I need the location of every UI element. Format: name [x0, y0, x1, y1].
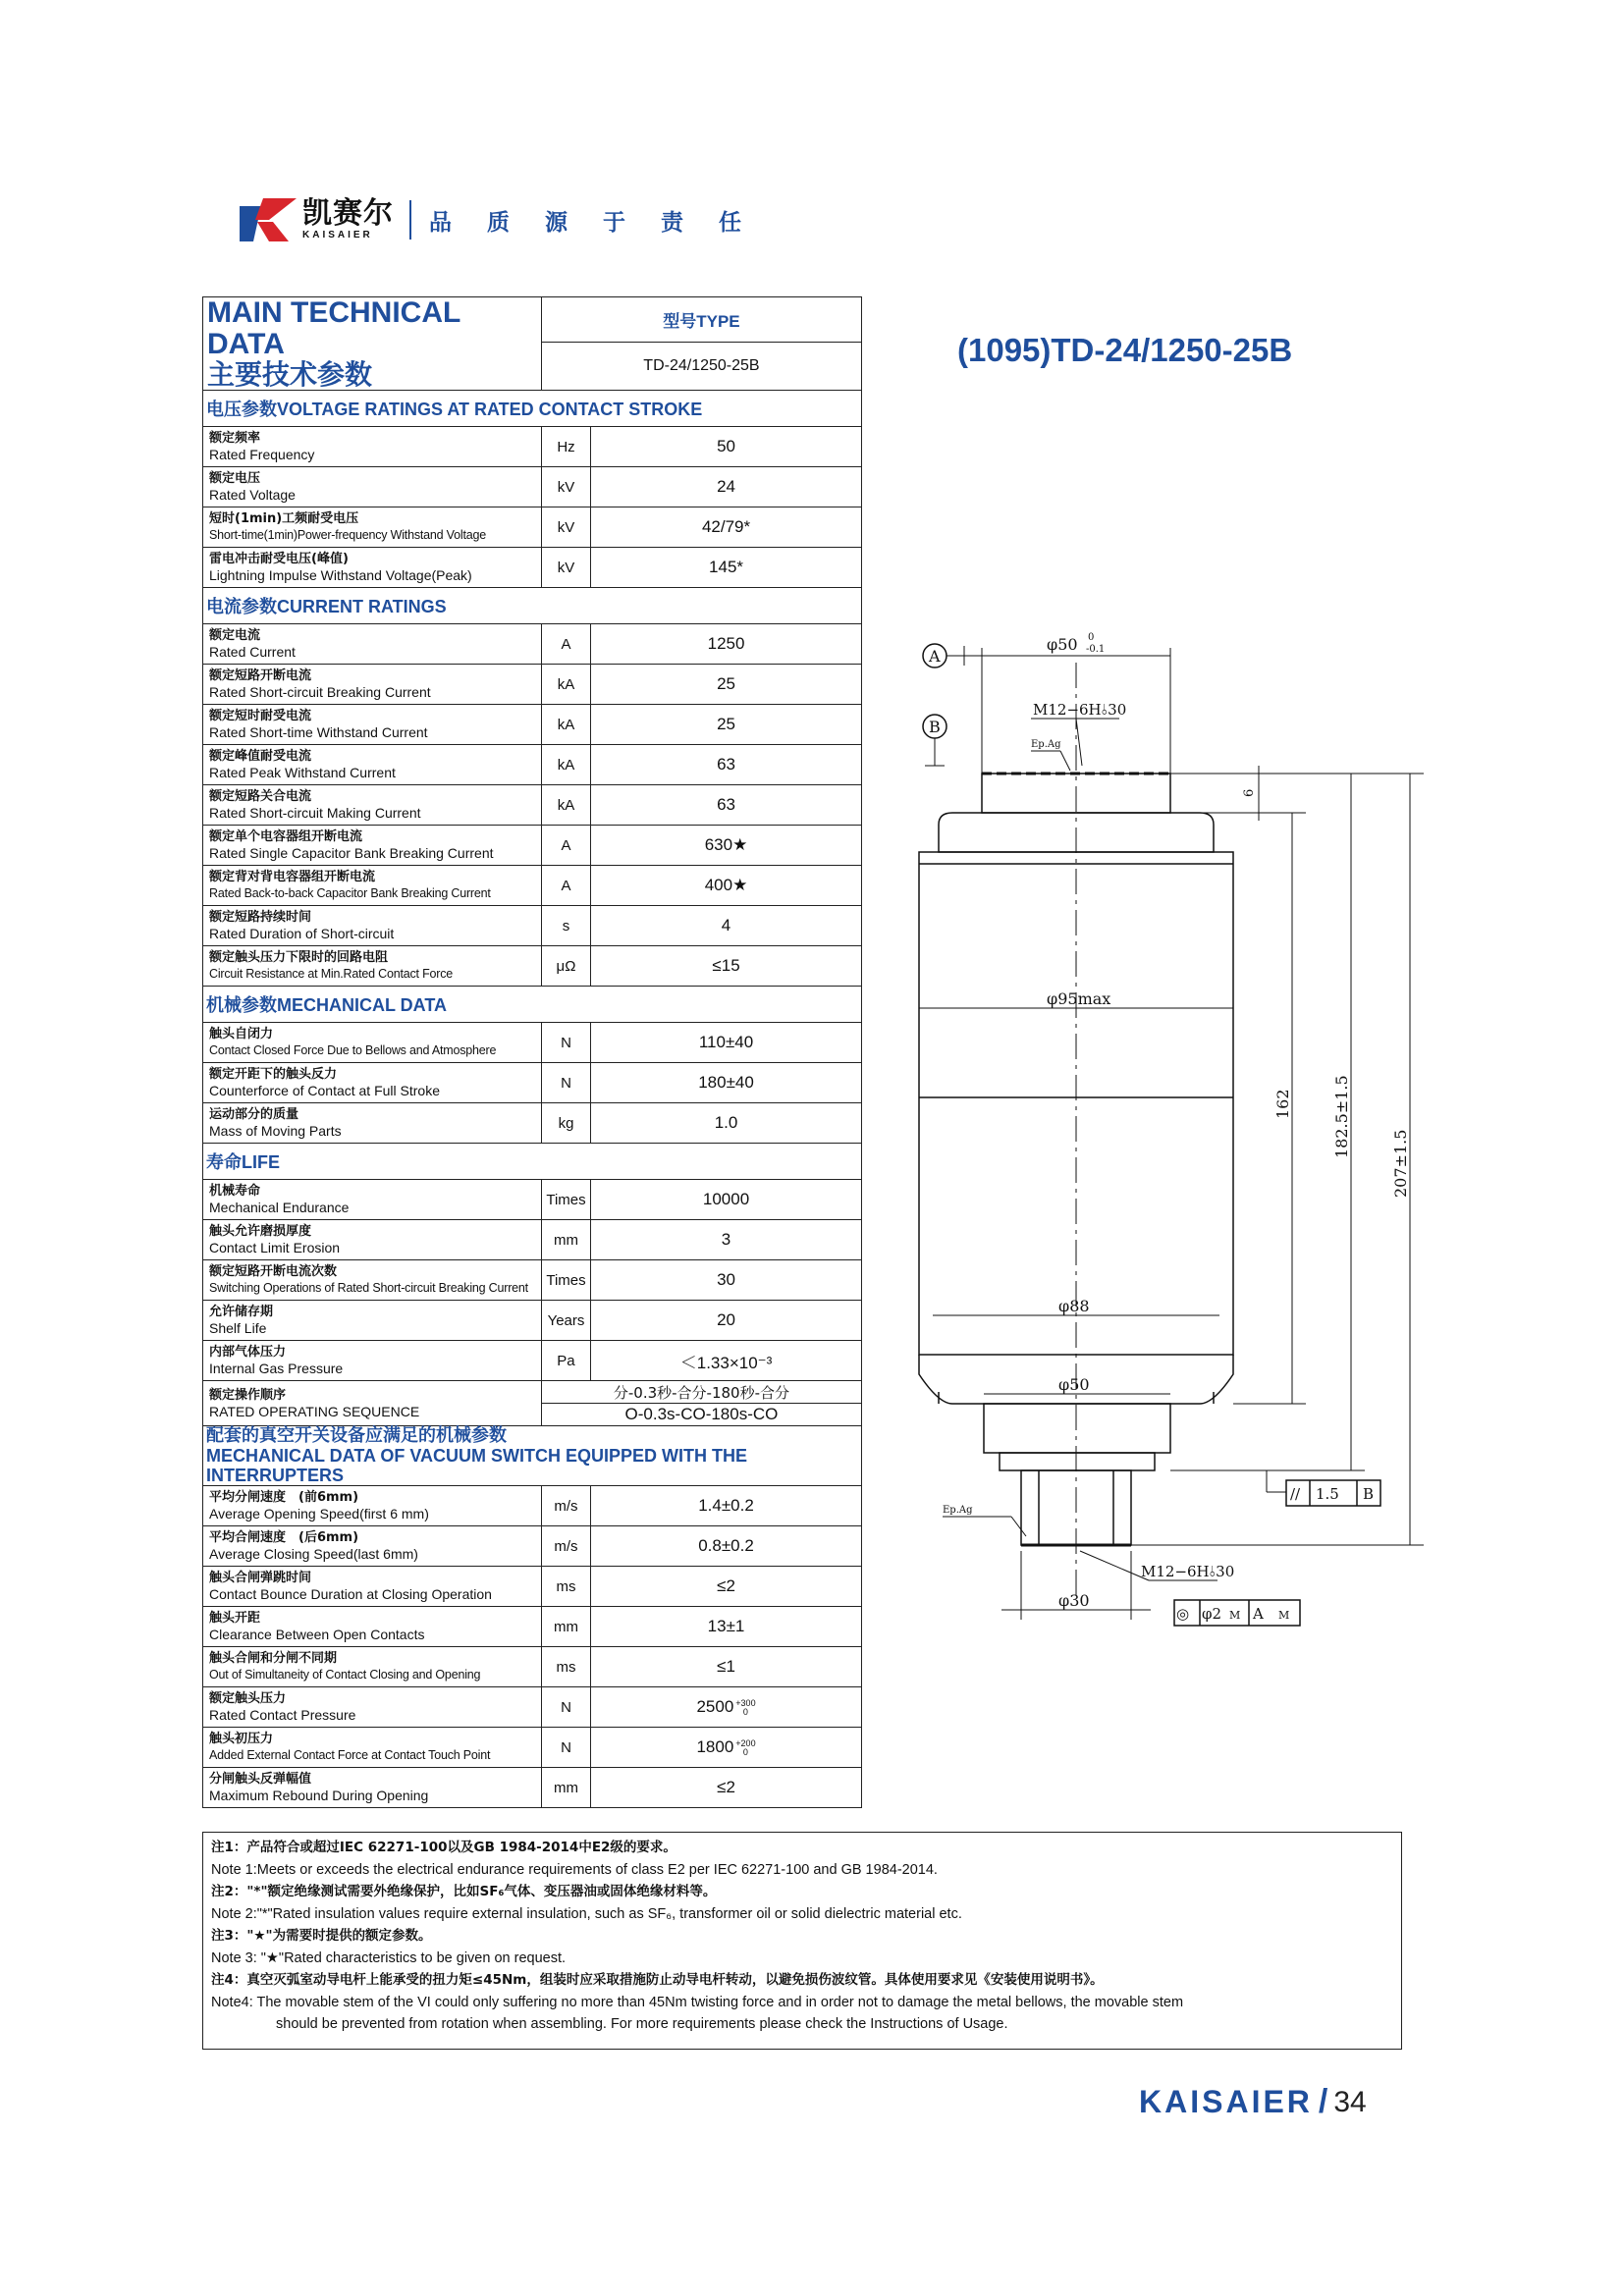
param-name-en: Clearance Between Open Contacts: [209, 1627, 425, 1642]
table-row: [203, 1301, 862, 1341]
section-switch: [203, 1426, 862, 1486]
param-name: [203, 1728, 542, 1768]
section-mechanical: [203, 987, 862, 1023]
dim-top-diameter: φ50: [1047, 635, 1078, 654]
section-heading: [203, 1426, 862, 1486]
param-name: [203, 906, 542, 946]
header-divider: [409, 200, 411, 240]
datum-b-label: B: [929, 718, 941, 736]
param-value-text: 180±40: [698, 1073, 754, 1092]
param-value: [591, 1486, 862, 1526]
param-value: [591, 906, 862, 946]
param-unit: m/s: [541, 1486, 590, 1526]
section-heading-cn: 机械参数: [206, 995, 277, 1016]
param-name-cn: 短时(1min)工频耐受电压: [209, 511, 359, 526]
table-row: [203, 1607, 862, 1647]
param-value: [591, 1567, 862, 1607]
table-row: [203, 1341, 862, 1381]
param-name-en: Lightning Impulse Withstand Voltage(Peak): [209, 567, 472, 583]
param-value-text: 50: [717, 437, 735, 455]
table-row-sequence: [203, 1381, 862, 1404]
section-heading: [203, 588, 862, 624]
tolerance-upper: +300: [735, 1697, 756, 1708]
plating-bottom: Ep.Ag: [943, 1505, 973, 1516]
param-value: [591, 548, 862, 588]
param-name: [203, 1567, 542, 1607]
param-value: [591, 826, 862, 866]
param-value: [591, 467, 862, 507]
param-value-text: 0.8±0.2: [698, 1536, 754, 1555]
param-name-cn: 允许储存期: [209, 1305, 274, 1319]
param-name: [203, 946, 542, 987]
param-name-cn: 额定短路关合电流: [209, 789, 312, 804]
type-value: TD-24/1250-25B: [541, 343, 861, 391]
param-name-cn: 额定频率: [209, 431, 261, 446]
title-en: MAIN TECHNICAL DATA: [207, 296, 460, 360]
param-unit: N: [541, 1063, 590, 1103]
concentric-value: φ2: [1202, 1605, 1222, 1623]
param-value: [591, 1607, 862, 1647]
table-row: [203, 1180, 862, 1220]
note-line: 注4：真空灭弧室动导电杆上能承受的扭力矩≤45Nm，组装时应采取措施防止动导电杆转动，以避免损伤波纹管。具体使用要求见《安装使用说明书》。: [211, 1972, 1104, 1988]
section-heading-cn: 配套的真空开关设备应满足的机械参数: [206, 1425, 507, 1446]
thread-top: M12−6H⫰30: [1033, 701, 1127, 719]
param-unit: kA: [541, 665, 590, 705]
param-value: [591, 1341, 862, 1381]
param-name-cn: 触头自闭力: [209, 1027, 274, 1041]
param-name: [203, 785, 542, 826]
param-name: [203, 1687, 542, 1728]
param-name-en: Switching Operations of Rated Short-circuit Breaking Current: [209, 1281, 528, 1295]
param-name-en: Maximum Rebound During Opening: [209, 1788, 429, 1803]
param-name-en: RATED OPERATING SEQUENCE: [209, 1403, 420, 1419]
company-name-cn: 凯赛尔: [302, 196, 394, 231]
param-name-en: Rated Voltage: [209, 487, 296, 503]
param-value: [591, 1063, 862, 1103]
param-value-text: 1.4±0.2: [698, 1496, 754, 1515]
dim-162: 162: [1273, 1089, 1292, 1119]
dim-30: φ30: [1058, 1591, 1090, 1610]
table-row: [203, 548, 862, 588]
type-header: 型号TYPE: [541, 297, 861, 343]
page-header: [240, 196, 755, 243]
param-unit: mm: [541, 1607, 590, 1647]
param-value-text: 110±40: [698, 1033, 754, 1051]
param-value-text: ≤1: [717, 1657, 735, 1676]
param-name-en: Shelf Life: [209, 1320, 267, 1336]
param-unit: Times: [541, 1260, 590, 1301]
param-value-text: ≤15: [712, 956, 740, 975]
param-name-en: Rated Short-circuit Making Current: [209, 805, 421, 821]
tolerance-lower: 0: [742, 1746, 748, 1757]
concentric-ref: A: [1253, 1605, 1264, 1623]
parallel-symbol: //: [1290, 1485, 1301, 1503]
param-value-text: ＜1.33×10⁻³: [679, 1353, 773, 1372]
param-value-text: 30: [717, 1270, 735, 1289]
footer-slash: /: [1318, 2083, 1328, 2120]
dim-88: φ88: [1058, 1297, 1090, 1315]
param-name-en: Mass of Moving Parts: [209, 1123, 342, 1139]
param-value: [591, 665, 862, 705]
section-heading-en: CURRENT RATINGS: [277, 597, 447, 616]
notes-box: [202, 1832, 1402, 2050]
note-line: 注3："★"为需要时提供的额定参数。: [211, 1928, 432, 1944]
section-voltage: [203, 391, 862, 427]
section-heading-en: VOLTAGE RATINGS AT RATED CONTACT STROKE: [277, 400, 703, 419]
param-value: [591, 1526, 862, 1567]
param-name: [203, 507, 542, 548]
param-unit: kV: [541, 507, 590, 548]
dim-50-bottom: φ50: [1058, 1375, 1090, 1394]
section-heading-cn: 电流参数: [206, 597, 277, 617]
table-row: [203, 906, 862, 946]
param-value-text: 630★: [704, 835, 748, 854]
section-heading: [203, 987, 862, 1023]
param-name-cn: 额定峰值耐受电流: [209, 749, 312, 764]
param-unit: kA: [541, 705, 590, 745]
dim-body-diameter: φ95max: [1047, 989, 1111, 1008]
param-name-cn: 额定短路开断电流: [209, 668, 312, 683]
tolerance: [735, 1739, 755, 1757]
param-unit: ms: [541, 1647, 590, 1687]
param-name-cn: 分闸触头反弹幅值: [209, 1772, 312, 1787]
param-value: [591, 785, 862, 826]
param-value-text: 42/79*: [701, 517, 751, 536]
param-name: [203, 826, 542, 866]
param-name-en: Mechanical Endurance: [209, 1200, 350, 1215]
section-heading-en: MECHANICAL DATA OF VACUUM SWITCH EQUIPPED WITH THE INTERRUPTERS: [206, 1446, 747, 1485]
param-name-en: Rated Back-to-back Capacitor Bank Breaking Current: [209, 886, 491, 900]
note-line: Note 1:Meets or exceeds the electrical endurance requirements of class E2 per IEC 62271-100 and GB 1984-2014.: [211, 1861, 938, 1878]
param-name-en: Rated Short-time Withstand Current: [209, 724, 428, 740]
param-unit: A: [541, 624, 590, 665]
table-row: [203, 1687, 862, 1728]
param-name-cn: 额定短路开断电流次数: [209, 1264, 338, 1279]
title-cn: 主要技术参数: [207, 358, 373, 391]
table-row: [203, 826, 862, 866]
param-unit: kV: [541, 548, 590, 588]
param-name: [203, 427, 542, 467]
datum-a-label: A: [929, 647, 941, 666]
param-name-cn: 额定短时耐受电流: [209, 709, 312, 723]
param-name-cn: 内部气体压力: [209, 1345, 287, 1360]
table-row: [203, 1220, 862, 1260]
section-life: [203, 1144, 862, 1180]
param-name-cn: 平均合闸速度 (后6mm): [209, 1530, 359, 1545]
table-row: [203, 1526, 862, 1567]
table-row: [203, 1728, 862, 1768]
param-unit: mm: [541, 1768, 590, 1808]
table-row: [203, 1486, 862, 1526]
param-name-en: Rated Current: [209, 644, 296, 660]
table-row: [203, 745, 862, 785]
param-value-text: 145*: [709, 558, 744, 576]
table-row: [203, 946, 862, 987]
param-value: [591, 1647, 862, 1687]
thread-bottom: M12−6H⫰30: [1141, 1563, 1235, 1580]
param-name-cn: 额定触头压力下限时的回路电阻: [209, 950, 389, 965]
param-name-en: Circuit Resistance at Min.Rated Contact Force: [209, 967, 454, 981]
param-value: [591, 1687, 862, 1728]
param-name-cn: 额定背对背电容器组开断电流: [209, 870, 376, 884]
table-row: [203, 866, 862, 906]
param-value: [591, 866, 862, 906]
param-value-text: 25: [717, 715, 735, 733]
param-unit: μΩ: [541, 946, 590, 987]
table-row: [203, 507, 862, 548]
slogan: 品 质 源 于 责 任: [429, 209, 756, 236]
param-unit: mm: [541, 1220, 590, 1260]
param-name: [203, 1486, 542, 1526]
param-value: [591, 946, 862, 987]
param-name: [203, 1647, 542, 1687]
param-unit: kg: [541, 1103, 590, 1144]
param-name-en: Rated Contact Pressure: [209, 1707, 356, 1723]
param-name: [203, 665, 542, 705]
tolerance: [735, 1699, 755, 1717]
param-name-en: Internal Gas Pressure: [209, 1361, 344, 1376]
param-unit: Pa: [541, 1341, 590, 1381]
table-row: [203, 1768, 862, 1808]
page-number: 34: [1333, 2085, 1367, 2118]
param-value-text: 24: [717, 477, 735, 496]
param-name-en: Rated Duration of Short-circuit: [209, 926, 395, 941]
param-unit: N: [541, 1687, 590, 1728]
param-name: [203, 1526, 542, 1567]
param-name: [203, 1301, 542, 1341]
table-row: [203, 665, 862, 705]
sequence-value-en: O-0.3s-CO-180s-CO: [541, 1404, 861, 1426]
table-row: [203, 1023, 862, 1063]
param-name-en: Short-time(1min)Power-frequency Withstand Voltage: [209, 528, 486, 542]
param-name-cn: 触头允许磨损厚度: [209, 1224, 312, 1239]
param-name-cn: 雷电冲击耐受电压(峰值): [209, 552, 349, 566]
param-value: [591, 745, 862, 785]
concentric-mod-1: M: [1229, 1609, 1241, 1622]
sequence-value-cn: 分-0.3秒-合分-180秒-合分: [541, 1381, 861, 1404]
param-value: [591, 1260, 862, 1301]
section-heading-en: MECHANICAL DATA: [277, 995, 447, 1015]
param-unit: ms: [541, 1567, 590, 1607]
section-heading-cn: 电压参数: [206, 400, 277, 420]
company-name: [302, 196, 394, 240]
param-name-en: Average Opening Speed(first 6 mm): [209, 1506, 429, 1522]
param-name: [203, 548, 542, 588]
section-heading: [203, 391, 862, 427]
param-name: [203, 1607, 542, 1647]
param-name-cn: 额定触头压力: [209, 1691, 287, 1706]
param-unit: Times: [541, 1180, 590, 1220]
param-name-cn: 额定开距下的触头反力: [209, 1067, 338, 1082]
param-name-en: Contact Limit Erosion: [209, 1240, 341, 1255]
param-value-text: 400★: [704, 876, 748, 894]
param-name-en: Added External Contact Force at Contact Touch Point: [209, 1748, 491, 1762]
param-value-text: 2500: [696, 1697, 734, 1716]
param-name: [203, 1063, 542, 1103]
table-row: [203, 624, 862, 665]
param-value: [591, 427, 862, 467]
parallel-value: 1.5: [1316, 1485, 1339, 1503]
param-name-en: Counterforce of Contact at Full Stroke: [209, 1083, 440, 1098]
param-value: [591, 1728, 862, 1768]
concentric-mod-2: M: [1278, 1609, 1290, 1622]
param-value-text: 25: [717, 674, 735, 693]
table-row: [203, 467, 862, 507]
param-unit: kV: [541, 467, 590, 507]
dim-top-tol-up: 0: [1088, 632, 1095, 643]
concentric-symbol: ◎: [1176, 1605, 1190, 1623]
param-name-cn: 触头开距: [209, 1611, 261, 1626]
param-value: [591, 507, 862, 548]
param-name-cn: 额定电压: [209, 471, 261, 486]
param-name-cn: 平均分闸速度 (前6mm): [209, 1490, 359, 1505]
param-unit: N: [541, 1023, 590, 1063]
param-unit: m/s: [541, 1526, 590, 1567]
param-value-text: 4: [721, 916, 731, 934]
param-value: [591, 705, 862, 745]
param-name-cn: 运动部分的质量: [209, 1107, 299, 1122]
param-name: [203, 624, 542, 665]
param-name-cn: 额定单个电容器组开断电流: [209, 829, 363, 844]
section-heading-en: LIFE: [242, 1152, 280, 1172]
table-row: [203, 427, 862, 467]
table-row: [203, 785, 862, 826]
param-value: [591, 1768, 862, 1808]
plating-top: Ep.Ag: [1031, 739, 1061, 750]
param-value: [591, 624, 862, 665]
table-row: [203, 1063, 862, 1103]
section-heading-cn: 寿命: [206, 1152, 242, 1173]
param-unit: A: [541, 826, 590, 866]
company-name-en: KAISAIER: [302, 230, 373, 240]
param-name: [203, 1220, 542, 1260]
param-name-en: Contact Bounce Duration at Closing Operation: [209, 1586, 492, 1602]
param-name: [203, 1381, 542, 1426]
interrupter-drawing: [913, 628, 1463, 1654]
param-value-text: 1250: [707, 634, 745, 653]
param-value: [591, 1180, 862, 1220]
param-name: [203, 1768, 542, 1808]
param-value-text: 13±1: [707, 1617, 745, 1635]
dim-207: 207±1.5: [1391, 1129, 1410, 1198]
param-unit: kA: [541, 785, 590, 826]
param-name: [203, 1180, 542, 1220]
param-value-text: 10000: [702, 1190, 750, 1208]
param-name-en: Rated Peak Withstand Current: [209, 765, 396, 780]
dim-top-tol-dn: -0.1: [1086, 644, 1106, 655]
tolerance-upper: +200: [735, 1737, 756, 1748]
param-name-en: Rated Short-circuit Breaking Current: [209, 684, 431, 700]
table-title: [203, 297, 542, 391]
param-name: [203, 745, 542, 785]
param-name: [203, 1341, 542, 1381]
param-name-cn: 额定短路持续时间: [209, 910, 312, 925]
param-value-text: 63: [717, 755, 735, 774]
param-unit: Hz: [541, 427, 590, 467]
table-row: [203, 1103, 862, 1144]
param-unit: Years: [541, 1301, 590, 1341]
param-name: [203, 1023, 542, 1063]
spec-table: [202, 296, 862, 1808]
model-title: (1095)TD-24/1250-25B: [957, 332, 1293, 368]
param-name: [203, 1260, 542, 1301]
param-name: [203, 705, 542, 745]
note-line: should be prevented from rotation when assembling. For more requirements please check the Instructions of Usage.: [276, 2016, 1008, 2032]
param-value-text: 3: [721, 1230, 731, 1249]
table-row: [203, 1260, 862, 1301]
param-unit: N: [541, 1728, 590, 1768]
param-name-cn: 触头合闸弹跳时间: [209, 1571, 312, 1585]
param-value: [591, 1103, 862, 1144]
param-value: [591, 1023, 862, 1063]
note-line: 注2："*"额定绝缘测试需要外绝缘保护，比如SF₆气体、变压器油或固体绝缘材料等。: [211, 1884, 717, 1899]
param-name-en: Rated Single Capacitor Bank Breaking Current: [209, 845, 494, 861]
param-value-text: 1.0: [714, 1113, 738, 1132]
note-line: Note 3: "★"Rated characteristics to be given on request.: [211, 1949, 567, 1966]
param-unit: kA: [541, 745, 590, 785]
section-heading: [203, 1144, 862, 1180]
param-name-en: Rated Frequency: [209, 447, 315, 462]
parallel-ref: B: [1363, 1485, 1375, 1503]
param-unit: A: [541, 866, 590, 906]
param-name-cn: 额定操作顺序: [209, 1387, 287, 1403]
param-name-en: Out of Simultaneity of Contact Closing and Opening: [209, 1668, 481, 1682]
param-name-cn: 触头合闸和分闸不同期: [209, 1651, 338, 1666]
table-row: [203, 705, 862, 745]
param-value-text: 20: [717, 1310, 735, 1329]
param-value-text: ≤2: [717, 1576, 735, 1595]
note-line: Note4: The movable stem of the VI could only suffering no more than 45Nm twisting force and in order not to damage the metal bellows, the movable stem: [211, 1994, 1184, 2010]
tolerance-lower: 0: [742, 1706, 748, 1717]
param-name-en: Average Closing Speed(last 6mm): [209, 1546, 418, 1562]
note-line: 注1：产品符合或超过IEC 62271-100以及GB 1984-2014中E2级的要求。: [211, 1840, 676, 1855]
footer-brand: KAISAIER: [1139, 2084, 1313, 2119]
param-value-text: ≤2: [717, 1778, 735, 1796]
company-logo-icon: [240, 198, 297, 241]
section-current: [203, 588, 862, 624]
param-name-en: Contact Closed Force Due to Bellows and Atmosphere: [209, 1043, 497, 1057]
param-unit: s: [541, 906, 590, 946]
param-name: [203, 467, 542, 507]
table-row: [203, 1567, 862, 1607]
param-name: [203, 866, 542, 906]
dim-182: 182.5±1.5: [1332, 1075, 1351, 1158]
dim-6: 6: [1242, 788, 1257, 797]
param-value-text: 63: [717, 795, 735, 814]
param-value-text: 1800: [696, 1737, 734, 1756]
param-name: [203, 1103, 542, 1144]
param-name-cn: 机械寿命: [209, 1184, 261, 1199]
table-row: [203, 1647, 862, 1687]
note-line: Note 2:"*"Rated insulation values require external insulation, such as SF₆, transformer oil or solid dielectric material etc.: [211, 1905, 962, 1922]
param-name-cn: 触头初压力: [209, 1732, 274, 1746]
param-value: [591, 1301, 862, 1341]
param-value: [591, 1220, 862, 1260]
param-name-cn: 额定电流: [209, 628, 261, 643]
page-footer: [1139, 2083, 1367, 2121]
